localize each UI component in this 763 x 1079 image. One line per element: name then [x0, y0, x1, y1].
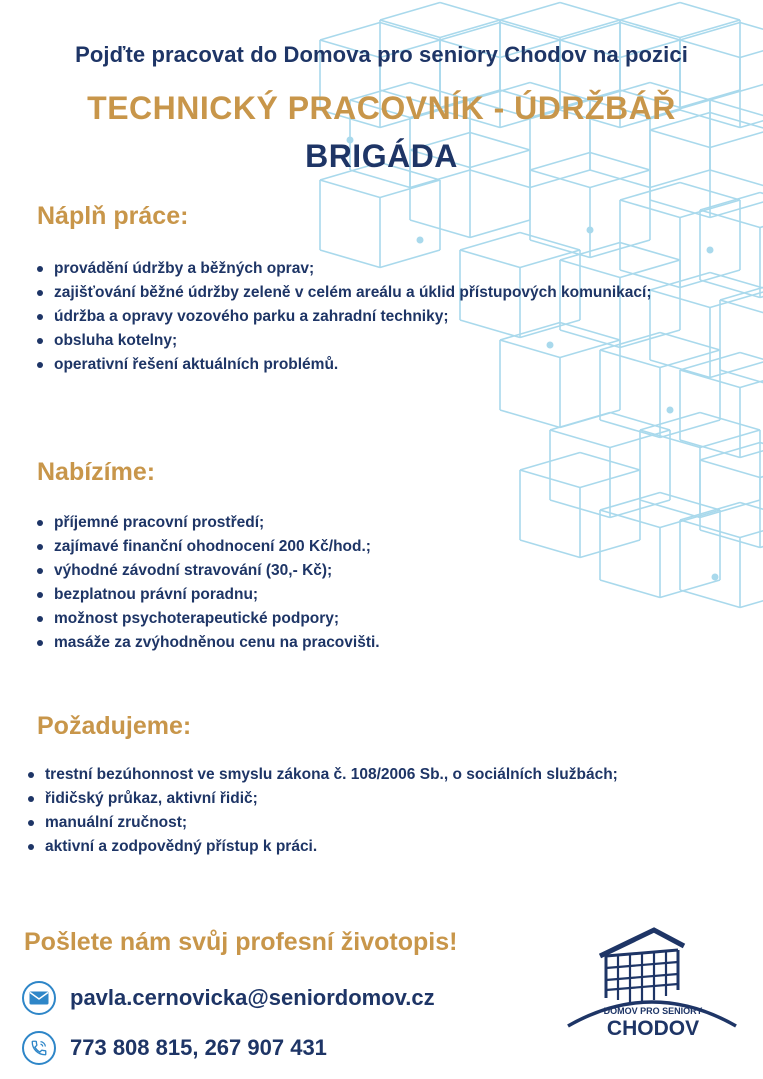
intro-text: Pojďte pracovat do Domova pro seniory Chodov na pozici: [75, 42, 688, 67]
list-item: výhodné závodní stravování (30,- Kč);: [37, 559, 637, 583]
email-link[interactable]: pavla.cernovicka@seniordomov.cz: [70, 985, 435, 1010]
duties-list: [37, 257, 717, 377]
job-subtitle: BRIGÁDA: [305, 138, 458, 174]
offer-list: [37, 511, 637, 655]
list-item: trestní bezúhonnost ve smyslu zákona č. 108/2006 Sb., o sociálních službách;: [28, 763, 628, 787]
list-item: masáže za zvýhodněnou cenu na pracovišti.: [37, 631, 637, 655]
duties-heading: Náplň práce:: [37, 202, 189, 230]
requirements-heading: Požadujeme:: [37, 712, 192, 740]
list-item: příjemné pracovní prostředí;: [37, 511, 637, 535]
phone-row[interactable]: [22, 1031, 327, 1065]
list-item: bezplatnou právní poradnu;: [37, 583, 637, 607]
list-item: aktivní a zodpovědný přístup k práci.: [28, 835, 628, 859]
list-item: obsluha kotelny;: [37, 329, 717, 353]
envelope-icon: [22, 981, 56, 1015]
list-item: zajišťování běžné údržby zeleně v celém areálu a úklid přístupových komunikací;: [37, 281, 717, 305]
list-item: manuální zručnost;: [28, 811, 628, 835]
list-item: údržba a opravy vozového parku a zahradní techniky;: [37, 305, 717, 329]
chodov-logo: [556, 920, 746, 1040]
phone-icon: [22, 1031, 56, 1065]
list-item: řidičský průkaz, aktivní řidič;: [28, 787, 628, 811]
list-item: operativní řešení aktuálních problémů.: [37, 353, 717, 377]
list-item: provádění údržby a běžných oprav;: [37, 257, 717, 281]
offer-heading: Nabízíme:: [37, 458, 156, 486]
phone-numbers[interactable]: 773 808 815, 267 907 431: [70, 1035, 327, 1060]
list-item: zajímavé finanční ohodnocení 200 Kč/hod.;: [37, 535, 637, 559]
cta-heading: Pošlete nám svůj profesní životopis!: [24, 928, 458, 956]
email-row[interactable]: [22, 981, 435, 1015]
job-title: TECHNICKÝ PRACOVNÍK - ÚDRŽBÁŘ: [87, 90, 676, 126]
logo-line2: CHODOV: [606, 1017, 700, 1040]
list-item: možnost psychoterapeutické podpory;: [37, 607, 637, 631]
requirements-list: [28, 763, 628, 859]
logo-line1: DOMOV PRO SENIORY: [603, 1006, 703, 1016]
